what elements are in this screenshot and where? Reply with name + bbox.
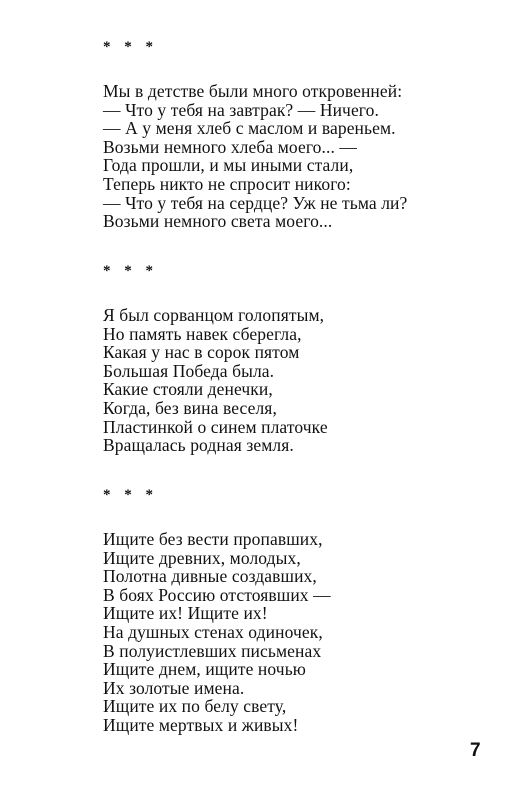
poem-line: Полотна дивные создавших, xyxy=(103,566,317,587)
poem-line: Какие стояли денечки, xyxy=(103,379,273,400)
poem-line: Возьми немного света моего... xyxy=(103,211,333,232)
poem-line: Ищите древних, молодых, xyxy=(103,547,301,568)
poem-line: Ищите без вести пропавших, xyxy=(103,529,323,549)
poem-line: Мы в детстве были много откровенней: xyxy=(103,81,403,101)
poem-line: Года прошли, и мы иными стали, xyxy=(103,155,354,176)
poem-line: Большая Победа была. xyxy=(103,360,275,381)
poem-line: Ищите мертвых и живых! xyxy=(103,714,299,735)
poem-line: Но память навек сберегла, xyxy=(103,323,302,344)
poem-line: Их золотые имена. xyxy=(103,677,245,698)
poem-separator: * * * xyxy=(103,487,158,503)
poem-line: Какая у нас в сорок пятом xyxy=(103,342,300,363)
poem-line: Ищите их по белу свету, xyxy=(103,696,287,717)
poem-line: Ищите днем, ищите ночью xyxy=(103,659,306,680)
poem-1 xyxy=(103,38,503,231)
poem-separator: * * * xyxy=(103,39,158,55)
poem-line: Я был сорванцом голопятым, xyxy=(103,305,325,325)
poem-line: — Что у тебя на сердце? Уж не тьма ли? xyxy=(103,192,408,213)
poem-3 xyxy=(103,486,503,735)
poem-line: Когда, без вина веселя, xyxy=(103,397,277,418)
poem-line: В боях Россию отстоявших — xyxy=(103,584,331,605)
poem-line: — А у меня хлеб с маслом и вареньем. xyxy=(103,118,396,139)
poem-line: Пластинкой о синем платочке xyxy=(103,416,328,437)
poem-line: Ищите их! Ищите их! xyxy=(103,603,268,624)
poem-2 xyxy=(103,262,503,455)
poem-line: На душных стенах одиночек, xyxy=(103,621,323,642)
poem-lines xyxy=(103,306,503,455)
poem-line: В полуистлевших письменах xyxy=(103,640,322,661)
poem-line: Вращалась родная земля. xyxy=(103,435,294,456)
poem-line: Теперь никто не спросит никого: xyxy=(103,173,351,194)
poem-separator: * * * xyxy=(103,263,158,279)
poem-line: Возьми немного хлеба моего... — xyxy=(103,136,358,157)
page-number: 7 xyxy=(470,740,481,761)
poem-lines xyxy=(103,82,503,231)
poem-lines xyxy=(103,530,503,735)
poem-line: — Что у тебя на завтрак? — Ничего. xyxy=(103,99,379,120)
